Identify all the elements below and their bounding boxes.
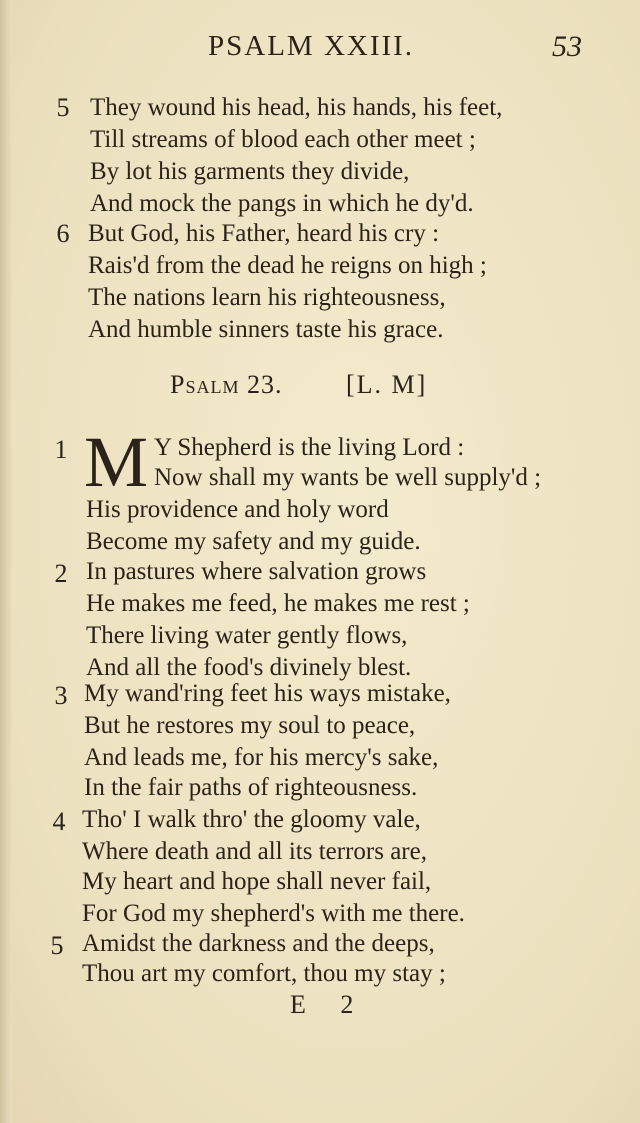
verse-line: The nations learn his righteousness, — [88, 284, 446, 311]
psalm-title: Psalm 23. — [170, 370, 283, 399]
verse-number: 5 — [56, 93, 70, 122]
verse-line: Now shall my wants be well supply'd ; — [154, 464, 542, 491]
running-title: PSALM XXIII. — [208, 30, 415, 62]
verse-line: Rais'd from the dead he reigns on high ; — [88, 252, 487, 279]
verse-line: And all the food's divinely blest. — [86, 654, 412, 681]
verse-line: Till streams of blood each other meet ; — [90, 126, 476, 153]
verse-number: 6 — [56, 219, 70, 248]
verse-number: 1 — [54, 435, 68, 464]
verse-line: And humble sinners taste his grace. — [88, 316, 444, 343]
verse-number: 3 — [54, 681, 68, 710]
page-number: 53 — [552, 30, 582, 63]
verse-line: Thou art my comfort, thou my stay ; — [82, 960, 446, 987]
verse-number: 5 — [50, 931, 64, 960]
verse-line: By lot his garments they divide, — [90, 158, 410, 185]
verse-line: My heart and hope shall never fail, — [82, 868, 432, 895]
verse-line: Tho' I walk thro' the gloomy vale, — [82, 806, 421, 833]
verse-line: And mock the pangs in which he dy'd. — [90, 190, 474, 217]
page-spine-edge — [0, 0, 12, 1123]
verse-line: Where death and all its terrors are, — [82, 838, 427, 865]
verse-line: There living water gently flows, — [86, 622, 408, 649]
verse-line: For God my shepherd's with me there. — [82, 900, 465, 927]
verse-line: They wound his head, his hands, his feet, — [90, 94, 503, 121]
verse-number: 4 — [52, 807, 66, 836]
running-head — [0, 26, 640, 66]
signature-mark: E 2 — [290, 990, 368, 1019]
verse-line: His providence and holy word — [86, 496, 389, 523]
verse-line: Y Shepherd is the living Lord : — [154, 434, 465, 461]
psalm-heading — [0, 370, 640, 406]
verse-line: And leads me, for his mercy's sake, — [84, 744, 439, 771]
verse-line: But he restores my soul to peace, — [84, 712, 416, 739]
verse-line: In pastures where salvation grows — [86, 558, 427, 585]
drop-cap: M — [84, 422, 149, 502]
verse-line: But God, his Father, heard his cry : — [88, 220, 440, 247]
verse-line: In the fair paths of righteousness. — [84, 774, 418, 801]
verse-line: He makes me feed, he makes me rest ; — [86, 590, 470, 617]
verse-number: 2 — [54, 559, 68, 588]
verse-line: My wand'ring feet his ways mistake, — [84, 680, 451, 707]
verse-line: Amidst the darkness and the deeps, — [82, 930, 435, 957]
verse-line: Become my safety and my guide. — [86, 528, 421, 555]
psalm-meter: [L. M] — [346, 370, 428, 399]
